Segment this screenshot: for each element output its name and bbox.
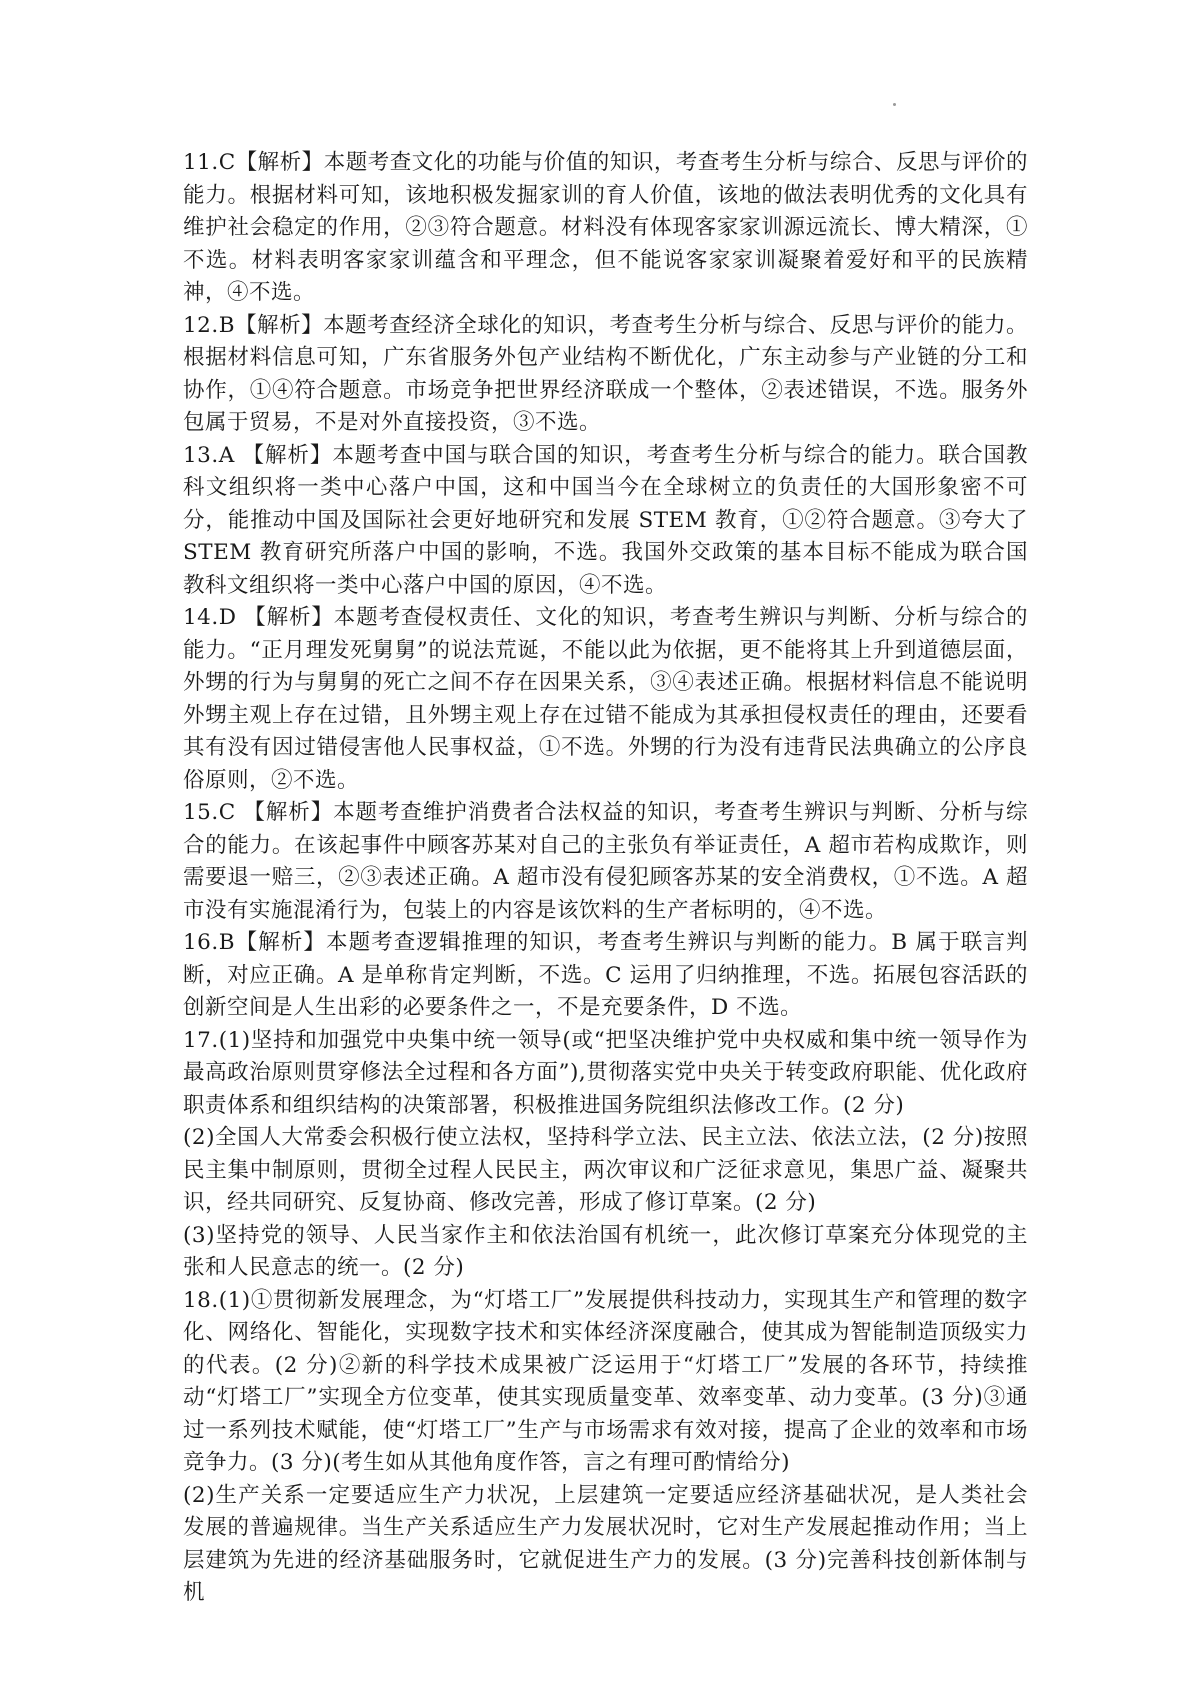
page-mark bbox=[893, 103, 896, 106]
answer-12: 12.B【解析】本题考查经济全球化的知识，考查考生分析与综合、反思与评价的能力。根据材料信息可知，广东省服务外包产业结构不断优化，广东主动参与产业链的分工和协作，①④符合题意。市场竞争把世界经济联成一个整体，②表述错误，不选。服务外包属于贸易，不是对外直接投资，③不选。 bbox=[183, 312, 1028, 435]
answer-17-part-1: 17.(1)坚持和加强党中央集中统一领导(或“把坚决维护党中央权威和集中统一领导作为最高政治原则贯穿修法全过程和各方面”),贯彻落实党中央关于转变政府职能、优化政府职责体系和组织结构的决策部署，积极推进国务院组织法修改工作。(2 分) bbox=[183, 1027, 1028, 1118]
answer-14: 14.D 【解析】本题考查侵权责任、文化的知识，考查考生辨识与判断、分析与综合的能力。“正月理发死舅舅”的说法荒诞，不能以此为依据，更不能将其上升到道德层面，外甥的行为与舅舅的死亡之间不存在因果关系，③④表述正确。根据材料信息不能说明外甥主观上存在过错，且外甥主观上存在过错不能成为其承担侵权责任的理由，还要看其有没有因过错侵害他人民事权益，①不选。外甥的行为没有违背民法典确立的公序良俗原则，②不选。 bbox=[183, 605, 1028, 793]
answer-explanations bbox=[183, 147, 1028, 1610]
answer-17-part-3: (3)坚持党的领导、人民当家作主和依法治国有机统一，此次修订草案充分体现党的主张和人民意志的统一。(2 分) bbox=[183, 1222, 1028, 1280]
answer-11: 11.C【解析】本题考查文化的功能与价值的知识，考查考生分析与综合、反思与评价的能力。根据材料可知，该地积极发掘家训的育人价值，该地的做法表明优秀的文化具有维护社会稳定的作用，②③符合题意。材料没有体现客家家训源远流长、博大精深，①不选。材料表明客家家训蕴含和平理念，但不能说客家家训凝聚着爱好和平的民族精神，④不选。 bbox=[183, 150, 1028, 305]
answer-15: 15.C 【解析】本题考查维护消费者合法权益的知识，考查考生辨识与判断、分析与综合的能力。在该起事件中顾客苏某对自己的主张负有举证责任，A 超市若构成欺诈，则需要退一赔三，②③表述正确。A 超市没有侵犯顾客苏某的安全消费权，①不选。A 超市没有实施混淆行为，包装上的内容是该饮料的生产者标明的，④不选。 bbox=[183, 800, 1028, 923]
answer-13: 13.A 【解析】本题考查中国与联合国的知识，考查考生分析与综合的能力。联合国教科文组织将一类中心落户中国，这和中国当今在全球树立的负责任的大国形象密不可分，能推动中国及国际社会更好地研究和发展 STEM 教育，①②符合题意。③夸大了 STEM 教育研究所落户中国的影响，不选。我国外交政策的基本目标不能成为联合国教科文组织将一类中心落户中国的原因，④不选。 bbox=[183, 442, 1028, 598]
answer-17-part-2: (2)全国人大常委会积极行使立法权，坚持科学立法、民主立法、依法立法，(2 分)按照民主集中制原则，贯彻全过程人民民主，两次审议和广泛征求意见，集思广益、凝聚共识，经共同研究、反复协商、修改完善，形成了修订草案。(2 分) bbox=[183, 1125, 1028, 1215]
answer-18-part-2: (2)生产关系一定要适应生产力状况，上层建筑一定要适应经济基础状况，是人类社会发展的普遍规律。当生产关系适应生产力发展状况时，它对生产发展起推动作用；当上层建筑为先进的经济基础服务时，它就促进生产力的发展。(3 分)完善科技创新体制与机 bbox=[183, 1482, 1028, 1605]
answer-18-part-1: 18.(1)①贯彻新发展理念，为“灯塔工厂”发展提供科技动力，实现其生产和管理的数字化、网络化、智能化，实现数字技术和实体经济深度融合，使其成为智能制造顶级实力的代表。(2 分)②新的科学技术成果被广泛运用于“灯塔工厂”发展的各环节，持续推动“灯塔工厂”实现全方位变革，使其实现质量变革、效率变革、动力变革。(3 分)③通过一系列技术赋能，使“灯塔工厂”生产与市场需求有效对接，提高了企业的效率和市场竞争力。(3 分)(考生如从其他角度作答，言之有理可酌情给分) bbox=[183, 1287, 1028, 1475]
answer-16: 16.B【解析】本题考查逻辑推理的知识，考查考生辨识与判断的能力。B 属于联言判断，对应正确。A 是单称肯定判断，不选。C 运用了归纳推理，不选。拓展包容活跃的创新空间是人生出彩的必要条件之一，不是充要条件，D 不选。 bbox=[183, 930, 1028, 1020]
